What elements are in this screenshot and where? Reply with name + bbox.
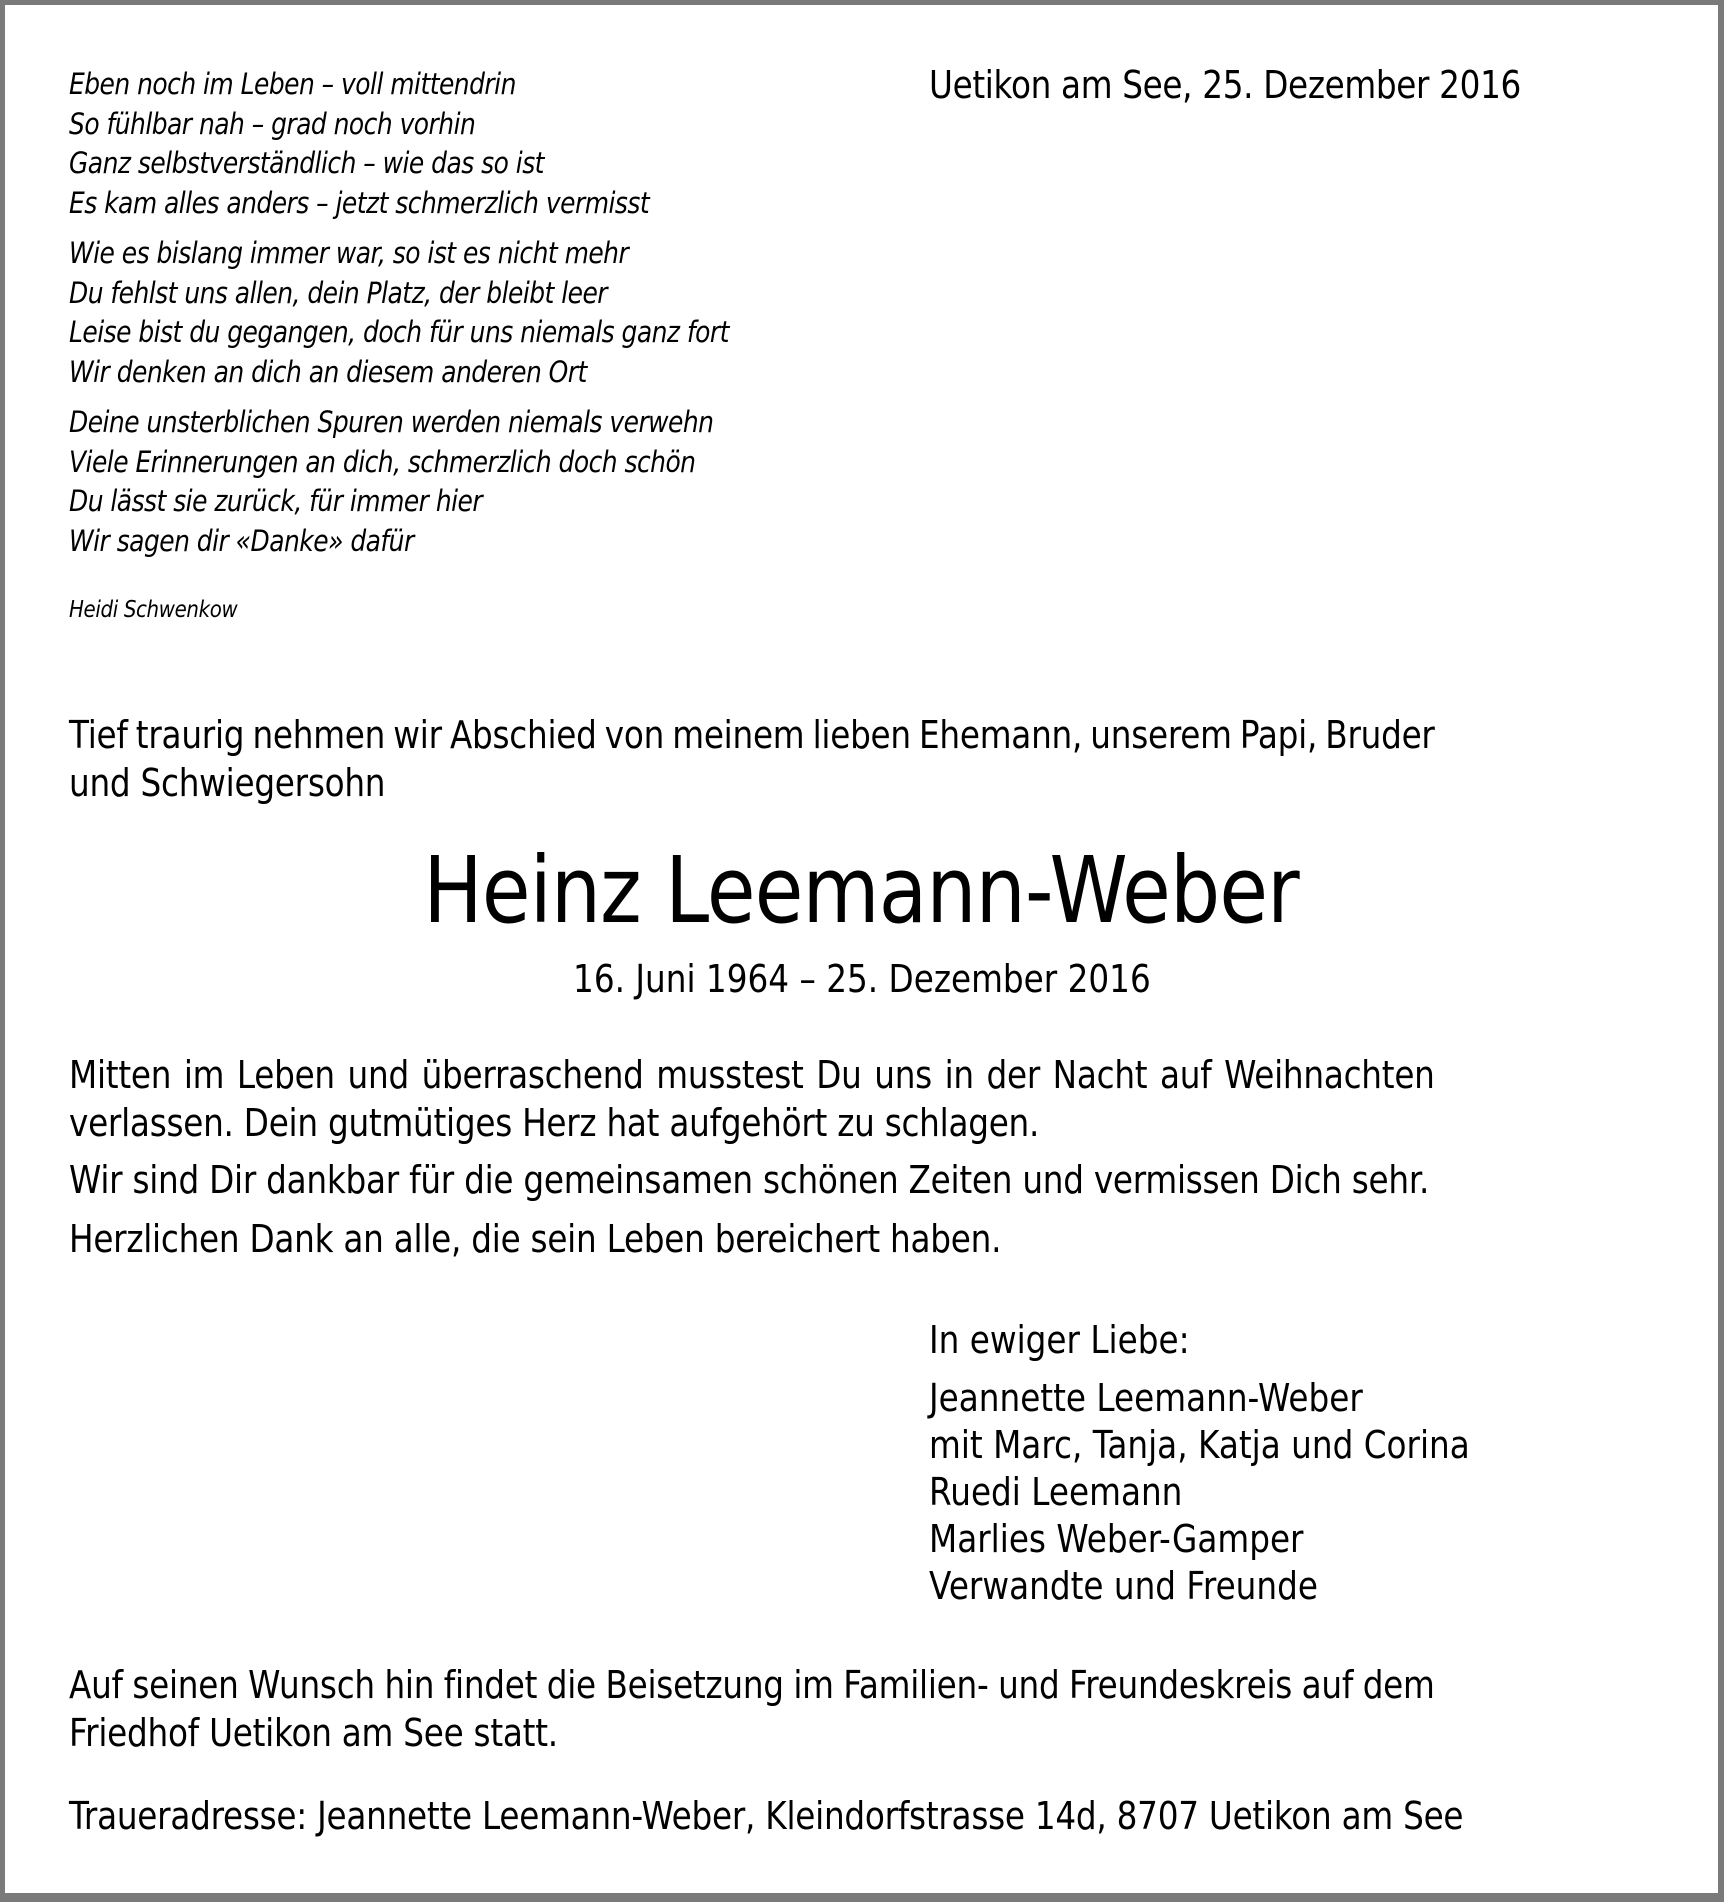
word: Auf [69,1663,123,1707]
word: Nacht [1052,1053,1148,1097]
message-line-text: verlassen. Dein gutmütiges Herz hat aufgehört zu schlagen. [69,1101,1040,1145]
obituary-page [5,5,1718,1893]
poem-line: Leise bist du gegangen, doch für uns niemals ganz fort [69,315,729,349]
family-member [929,1563,1558,1610]
gratitude-text: Herzlichen Dank an alle, die sein Leben bereichert haben. [69,1217,1002,1261]
word: Weihnachten [1224,1053,1435,1097]
intro-line [69,759,1657,807]
poem-line: Eben noch im Leben – voll mittendrin [69,67,516,101]
family-member-text: Verwandte und Freunde [929,1564,1318,1608]
burial-line [69,1661,1657,1709]
word: Leben [236,1053,335,1097]
poem-line: Viele Erinnerungen an dich, schmerzlich doch schön [69,444,696,479]
deceased-name [5,837,1718,944]
word: und [998,1663,1060,1707]
family-member-text: Jeannette Leemann-Weber [929,1376,1363,1420]
word: seinen [132,1663,239,1707]
word: im [793,1663,834,1707]
poem-line: Wie es bislang immer war, so ist es nicht mehr [69,236,629,270]
word: findet [443,1663,538,1707]
family-member [929,1422,1558,1469]
poem-line: Wir sagen dir «Danke» dafür [69,523,414,558]
intro-line [69,711,1657,759]
word: uns [874,1053,932,1097]
burial-line [69,1709,1657,1757]
lifespan-text: 16. Juni 1964 – 25. Dezember 2016 [572,957,1151,1001]
family-signature [929,1317,1558,1610]
justified-line [69,1051,1435,1099]
message-line [69,1099,1657,1147]
place-date: Uetikon am See, 25. Dezember 2016 [929,63,1521,107]
word: von [604,713,665,757]
poem-author: Heidi Schwenkow [69,597,238,623]
word: Papi, [1239,713,1318,757]
poem-line: Deine unsterblichen Spuren werden niemals verwehn [69,405,714,439]
word: dem [1362,1663,1435,1707]
word: und [347,1053,409,1097]
family-member [929,1469,1558,1516]
family-member-text: Marlies Weber-Gamper [929,1517,1304,1561]
word: meinem [672,713,805,757]
deceased-name-text: Heinz Leemann-Weber [423,837,1300,944]
word: der [986,1053,1041,1097]
word: lieben [812,713,911,757]
family-member [929,1516,1558,1563]
word: Tief [69,713,128,757]
burial-line-text: Friedhof Uetikon am See statt. [69,1711,558,1755]
gratitude-paragraph [69,1215,1657,1263]
thanks-paragraph [69,1156,1657,1204]
word: wir [393,713,442,757]
poem-line: So fühlbar nah – grad noch vorhin [69,106,476,141]
word: nehmen [252,713,386,757]
intro-line-text: und Schwiegersohn [69,761,386,805]
word: Wunsch [248,1663,375,1707]
family-member [929,1375,1558,1422]
poem-line: Ganz selbstverständlich – wie das so ist [69,146,544,180]
justified-line [69,711,1435,759]
justified-line [69,1661,1435,1709]
poem-line: Wir denken an dich an diesem anderen Ort [69,354,587,389]
word: in [944,1053,974,1097]
word: Bruder [1325,713,1435,757]
message-paragraph [69,1051,1657,1147]
family-member-text: mit Marc, Tanja, Katja und Corina [929,1423,1470,1467]
word: auf [1159,1053,1212,1097]
poem [69,65,729,572]
poem-stanza [69,234,729,392]
family-label [929,1317,1558,1364]
burial-paragraph [69,1661,1657,1757]
word: im [183,1053,225,1097]
word: auf [1301,1663,1354,1707]
family-label-text: In ewiger Liebe: [929,1318,1190,1362]
poem-line: Du lässt sie zurück, für immer hier [69,484,483,518]
word: Du [816,1053,862,1097]
word: musstest [656,1053,804,1097]
poem-stanza [69,65,729,223]
mourning-address-text: Traueradresse: Jeannette Leemann-Weber, Kleindorfstrasse 14d, 8707 Uetikon am See [69,1794,1464,1838]
word: Freundeskreis [1069,1663,1293,1707]
word: überraschend [421,1053,644,1097]
poem-line: Du fehlst uns allen, dein Platz, der bleibt leer [69,275,608,310]
poem-stanza [69,403,729,561]
lifespan-dates [5,957,1718,1001]
message-line [69,1051,1657,1099]
word: Beisetzung [605,1663,784,1707]
word: Mitten [69,1053,172,1097]
poem-line: Es kam alles anders – jetzt schmerzlich vermisst [69,185,650,220]
word: Familien- [843,1663,989,1707]
word: unserem [1090,713,1232,757]
word: Ehemann, [919,713,1083,757]
intro-paragraph [69,711,1657,807]
thanks-text: Wir sind Dir dankbar für die gemeinsamen schönen Zeiten und vermissen Dich sehr. [69,1158,1430,1202]
word: traurig [135,713,245,757]
mourning-address [69,1792,1657,1840]
word: hin [384,1663,435,1707]
word: Abschied [449,713,597,757]
family-member-text: Ruedi Leemann [929,1470,1183,1514]
word: die [546,1663,596,1707]
